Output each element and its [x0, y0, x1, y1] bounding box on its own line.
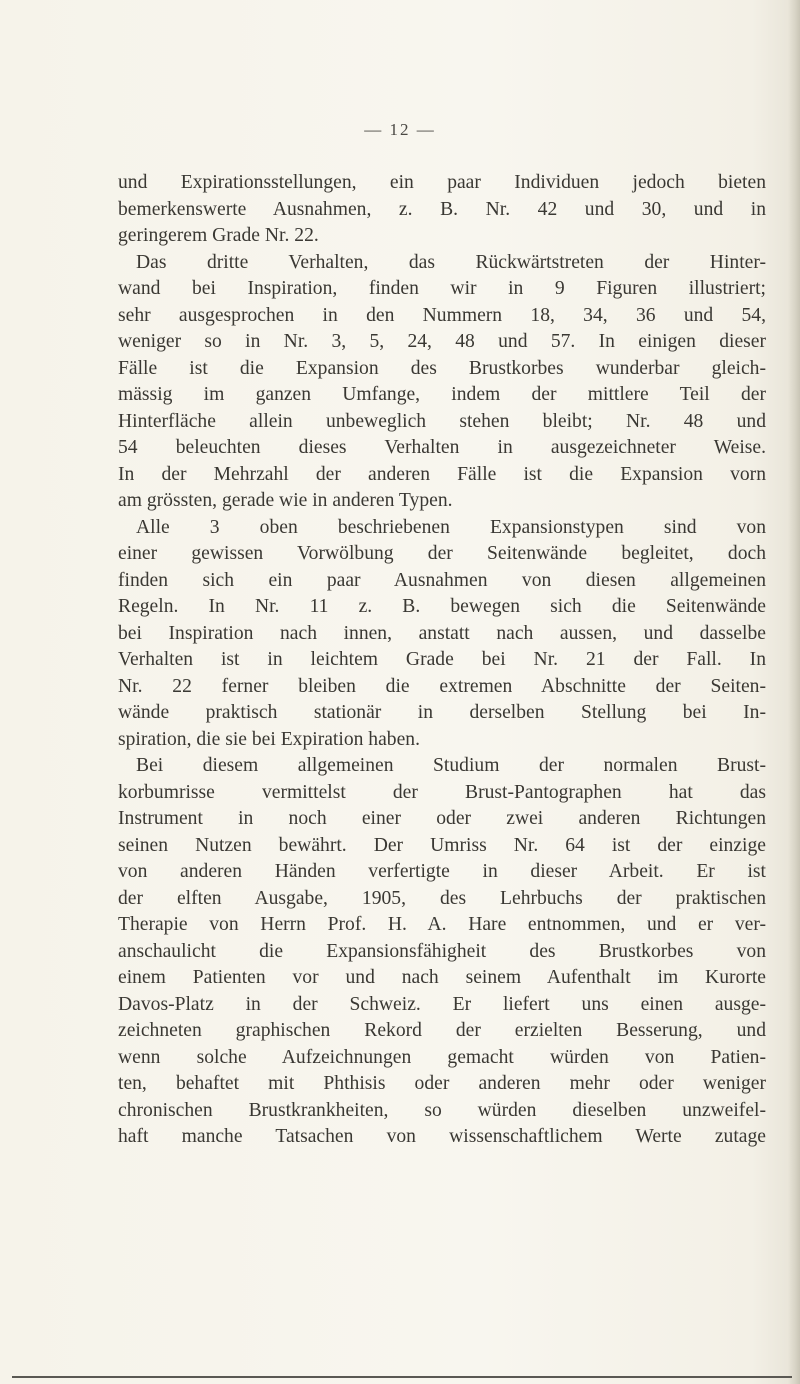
text-line: von anderen Händen verfertigte in dieser Arbeit. Er ist — [118, 861, 766, 882]
page-edge-shadow — [788, 0, 800, 1384]
text-line: Therapie von Herrn Prof. H. A. Hare entnommen, und er ver- — [118, 914, 766, 935]
text-line: bemerkenswerte Ausnahmen, z. B. Nr. 42 und 30, und in — [118, 198, 766, 220]
text-line: seinen Nutzen bewährt. Der Umriss Nr. 64 ist der einzige — [118, 834, 766, 856]
text-line: geringerem Grade Nr. 22. — [118, 225, 319, 246]
text-line: mässig im ganzen Umfange, indem der mittlere Teil der — [118, 384, 766, 405]
text-line: bei Inspiration nach innen, anstatt nach aussen, und dasselbe — [118, 622, 766, 644]
text-line: wand bei Inspiration, finden wir in 9 Figuren illustriert; — [118, 278, 766, 299]
text-line: weniger so in Nr. 3, 5, 24, 48 und 57. In einigen dieser — [118, 331, 766, 352]
text-line: Bei diesem allgemeinen Studium der normalen Brust- — [136, 755, 766, 776]
text-line: 54 beleuchten dieses Verhalten in ausgezeichneter Weise. — [118, 437, 766, 458]
text-line: Instrument in noch einer oder zwei anderen Richtungen — [118, 808, 766, 829]
text-line: Davos-Platz in der Schweiz. Er liefert uns einen ausge- — [118, 993, 766, 1015]
text-line: ten, behaftet mit Phthisis oder anderen mehr oder weniger — [118, 1073, 766, 1094]
text-line: anschaulicht die Expansionsfähigheit des Brustkorbes von — [118, 940, 766, 962]
text-line: korbumrisse vermittelst der Brust-Pantographen hat das — [118, 781, 766, 803]
text-line: einer gewissen Vorwölbung der Seitenwände begleitet, doch — [118, 543, 766, 564]
text-line: haft manche Tatsachen von wissenschaftlichem Werte zutage — [118, 1126, 766, 1147]
text-line: einem Patienten vor und nach seinem Aufenthalt im Kurorte — [118, 967, 766, 988]
text-line: finden sich ein paar Ausnahmen von diesen allgemeinen — [118, 569, 766, 591]
text-line: Das dritte Verhalten, das Rückwärtstreten der Hinter- — [136, 251, 766, 273]
text-line: sehr ausgesprochen in den Nummern 18, 34, 36 und 54, — [118, 304, 766, 326]
text-line: Hinterfläche allein unbeweglich stehen bleibt; Nr. 48 und — [118, 410, 766, 432]
bottom-edge-rule — [12, 1376, 792, 1378]
text-line: Regeln. In Nr. 11 z. B. bewegen sich die Seitenwände — [118, 596, 766, 617]
text-line: Fälle ist die Expansion des Brustkorbes wunderbar gleich- — [118, 357, 766, 379]
text-line: Nr. 22 ferner bleiben die extremen Abschnitte der Seiten- — [118, 675, 766, 697]
text-line: Verhalten ist in leichtem Grade bei Nr. 21 der Fall. In — [118, 649, 766, 670]
text-line: am grössten, gerade wie in anderen Typen. — [118, 490, 453, 511]
text-line: wände praktisch stationär in derselben Stellung bei In- — [118, 702, 766, 723]
text-line: chronischen Brustkrankheiten, so würden dieselben unzweifel- — [118, 1099, 766, 1121]
text-line: der elften Ausgabe, 1905, des Lehrbuchs der praktischen — [118, 887, 766, 909]
text-line: spiration, die sie bei Expiration haben. — [118, 728, 420, 750]
page-number: — 12 — — [364, 120, 436, 139]
body-text — [118, 170, 766, 1151]
text-line: und Expirationsstellungen, ein paar Individuen jedoch bieten — [118, 172, 766, 193]
text-line: Alle 3 oben beschriebenen Expansionstypen sind von — [136, 516, 766, 538]
text-line: In der Mehrzahl der anderen Fälle ist die Expansion vorn — [118, 463, 766, 485]
text-line: wenn solche Aufzeichnungen gemacht würden von Patien- — [118, 1046, 766, 1068]
text-line: zeichneten graphischen Rekord der erzielten Besserung, und — [118, 1020, 766, 1041]
